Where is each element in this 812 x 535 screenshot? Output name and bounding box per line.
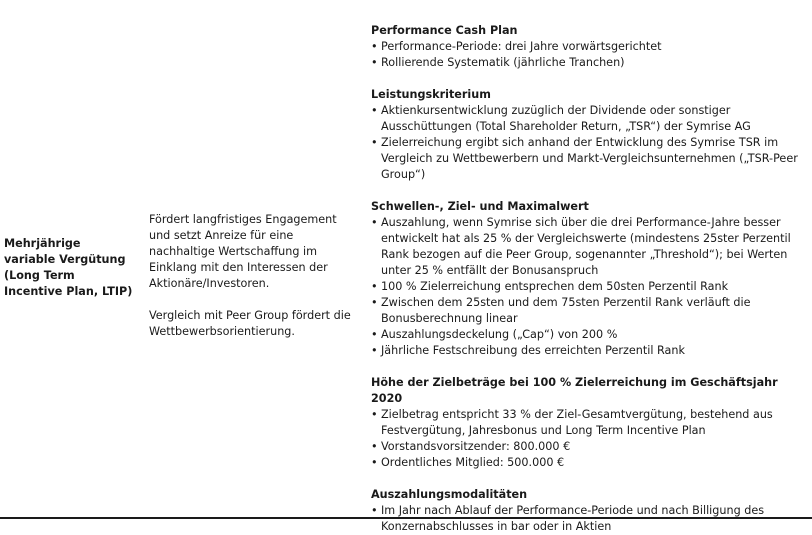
purpose-text: Fördert langfristiges Engagement und setzt Anreize für eine nachhaltige Wertschaffung im Einklang mit den Interessen der Aktionäre/Investoren. xyxy=(149,213,337,290)
compensation-table xyxy=(0,10,812,533)
list-item: • Aktienkursentwicklung zuzüglich der Dividende oder sonstiger Ausschüttungen (Total Shareholder Return, „TSR“) der Symrise AG xyxy=(371,103,811,135)
list-item: • Auszahlungsdeckelung („Cap“) von 200 % xyxy=(371,327,811,343)
section-leistungskriterium xyxy=(371,87,811,183)
list-item: • Zielerreichung ergibt sich anhand der Entwicklung des Symrise TSR im Vergleich zu Wettbewerbern und Markt-Vergleichsunternehmen („TSR-Peer Group“) xyxy=(371,135,811,183)
list-item: • Auszahlung, wenn Symrise sich über die drei Performance-Jahre besser entwickelt hat als 25 % der Vergleichswerte (mindestens 25ster Perzentil Rank bezogen auf die Peer Group, sogenannter „Threshold“); bei Werten unter 25 % entfällt der Bonusanspruch xyxy=(371,215,811,279)
list-item: • Rollierende Systematik (jährliche Tranchen) xyxy=(371,55,811,71)
section-zielbetraege xyxy=(371,375,811,471)
bullet-list xyxy=(371,503,811,535)
section-schwellenwerte xyxy=(371,199,811,359)
bullet-list xyxy=(371,407,811,471)
purpose-column xyxy=(149,212,355,340)
section-title: Leistungskriterium xyxy=(371,88,491,101)
section-performance-cash-plan xyxy=(371,23,811,71)
section-title: Höhe der Zielbeträge bei 100 % Zielerreichung im Geschäftsjahr 2020 xyxy=(371,376,778,405)
bullet-list xyxy=(371,39,811,71)
details-column xyxy=(371,23,811,535)
section-title: Performance Cash Plan xyxy=(371,24,518,37)
bullet-list xyxy=(371,215,811,359)
section-auszahlungsmodalitaeten xyxy=(371,487,811,535)
row-label: Mehrjährige variable Vergütung (Long Term Incentive Plan, LTIP) xyxy=(4,237,133,298)
list-item: • Zielbetrag entspricht 33 % der Ziel-Gesamtvergütung, bestehend aus Festvergütung, Jahresbonus und Long Term Incentive Plan xyxy=(371,407,811,439)
list-item: • Zwischen dem 25sten und dem 75sten Perzentil Rank verläuft die Bonusberechnung linear xyxy=(371,295,811,327)
list-item: • Im Jahr nach Ablauf der Performance-Periode und nach Billigung des Konzernabschlusses in bar oder in Aktien xyxy=(371,503,811,535)
list-item: • Vorstandsvorsitzender: 800.000 € xyxy=(371,439,811,455)
purpose-text: Vergleich mit Peer Group fördert die Wettbewerbsorientierung. xyxy=(149,309,351,338)
list-item: • 100 % Zielerreichung entsprechen dem 50sten Perzentil Rank xyxy=(371,279,811,295)
section-title: Schwellen-, Ziel- und Maximalwert xyxy=(371,200,589,213)
list-item: • Jährliche Festschreibung des erreichten Perzentil Rank xyxy=(371,343,811,359)
list-item: • Ordentliches Mitglied: 500.000 € xyxy=(371,455,811,471)
section-title: Auszahlungsmodalitäten xyxy=(371,488,528,501)
list-item: • Performance-Periode: drei Jahre vorwärtsgerichtet xyxy=(371,39,811,55)
bullet-list xyxy=(371,103,811,183)
